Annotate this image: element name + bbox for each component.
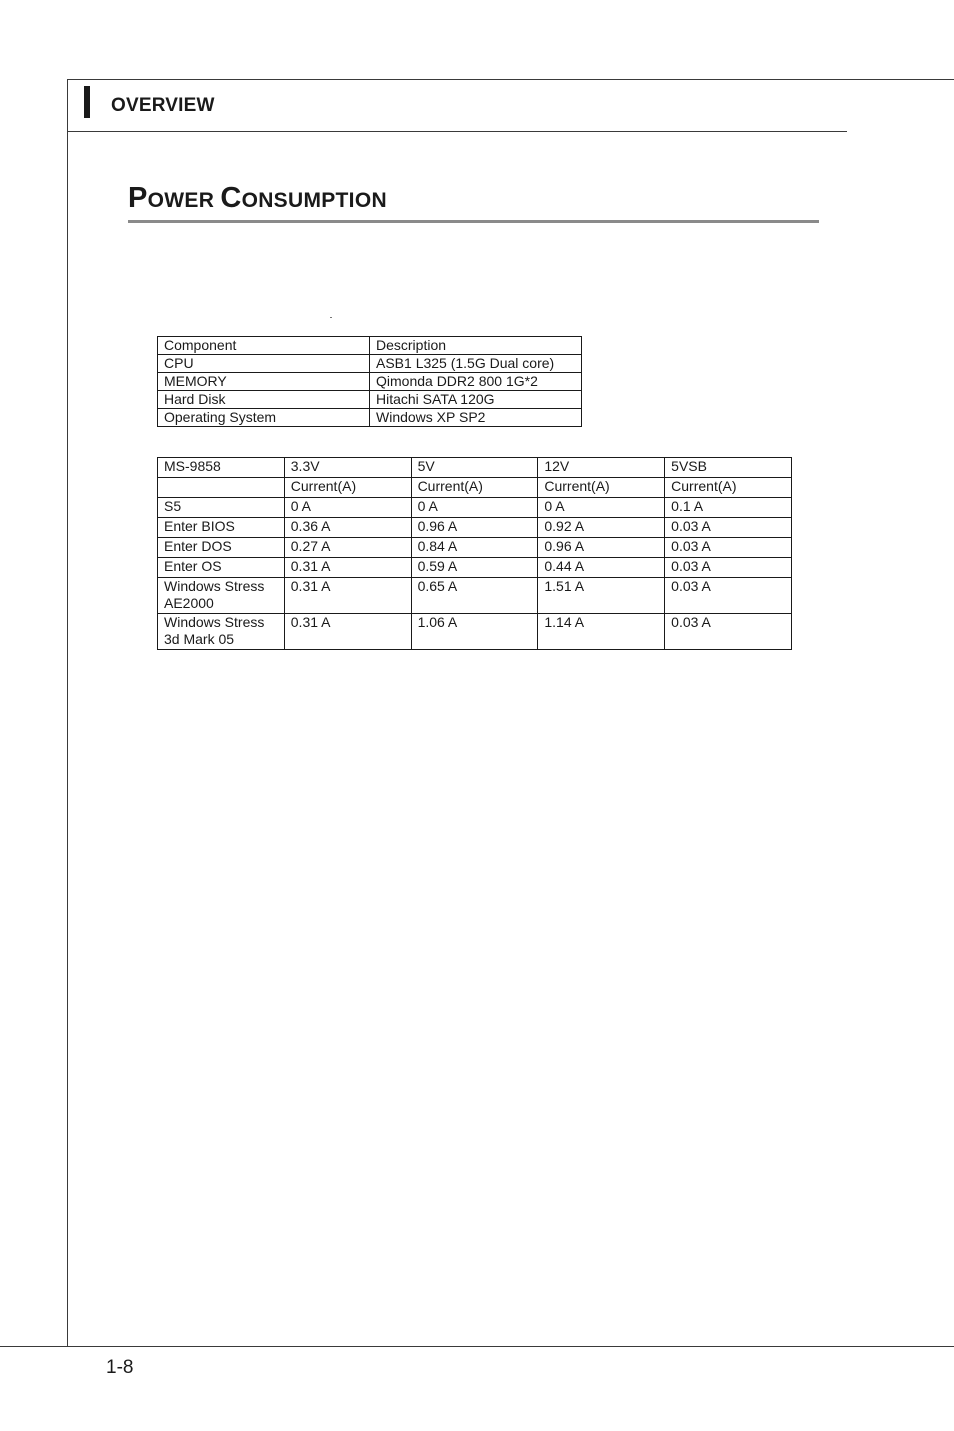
table-cell: 0 A bbox=[284, 498, 411, 518]
table-cell: 0.03 A bbox=[665, 518, 792, 538]
table-cell: Windows XP SP2 bbox=[370, 409, 582, 427]
header-rule bbox=[67, 131, 847, 132]
table-cell: 1.06 A bbox=[411, 614, 538, 650]
table-cell: S5 bbox=[158, 498, 285, 518]
table-cell: ASB1 L325 (1.5G Dual core) bbox=[370, 355, 582, 373]
table-cell: 0.84 A bbox=[411, 538, 538, 558]
component-row bbox=[158, 355, 582, 373]
table-cell: 0.44 A bbox=[538, 558, 665, 578]
table-cell: 5VSB bbox=[665, 458, 792, 478]
table-cell: Current(A) bbox=[538, 478, 665, 498]
table-cell: MS-9858 bbox=[158, 458, 285, 478]
table-cell: Enter DOS bbox=[158, 538, 285, 558]
stray-mark bbox=[330, 317, 332, 318]
table-cell bbox=[158, 478, 285, 498]
top-rule bbox=[67, 79, 954, 80]
table-cell: Hard Disk bbox=[158, 391, 370, 409]
section-marker-bar bbox=[84, 86, 90, 118]
table-cell: 0.31 A bbox=[284, 558, 411, 578]
consumption-row bbox=[158, 498, 792, 518]
table-cell: 0.27 A bbox=[284, 538, 411, 558]
table-cell: 0.1 A bbox=[665, 498, 792, 518]
power-consumption-table bbox=[157, 457, 792, 650]
components-table bbox=[157, 336, 582, 427]
table-cell: 5V bbox=[411, 458, 538, 478]
table-cell: Component bbox=[158, 337, 370, 355]
page-number: 1-8 bbox=[106, 1357, 134, 1378]
table-cell: 0.59 A bbox=[411, 558, 538, 578]
table-cell: 0 A bbox=[411, 498, 538, 518]
table-cell: Windows Stress 3d Mark 05 bbox=[158, 614, 285, 650]
table-cell: 0 A bbox=[538, 498, 665, 518]
table-cell: 0.31 A bbox=[284, 578, 411, 614]
table-cell: 1.14 A bbox=[538, 614, 665, 650]
table-cell: Qimonda DDR2 800 1G*2 bbox=[370, 373, 582, 391]
table-cell: 0.03 A bbox=[665, 578, 792, 614]
table-cell: 0.31 A bbox=[284, 614, 411, 650]
table-cell: 0.92 A bbox=[538, 518, 665, 538]
table-cell: 12V bbox=[538, 458, 665, 478]
footer-rule bbox=[0, 1346, 954, 1347]
table-cell: MEMORY bbox=[158, 373, 370, 391]
title-underline bbox=[128, 220, 819, 223]
table-cell: Windows Stress AE2000 bbox=[158, 578, 285, 614]
table-cell: Enter BIOS bbox=[158, 518, 285, 538]
table-cell: Hitachi SATA 120G bbox=[370, 391, 582, 409]
table-cell: CPU bbox=[158, 355, 370, 373]
title-rest-1: OWER bbox=[147, 189, 215, 212]
consumption-row bbox=[158, 558, 792, 578]
table-cell: Operating System bbox=[158, 409, 370, 427]
title-cap-1: P bbox=[128, 182, 148, 214]
component-row bbox=[158, 373, 582, 391]
table-cell: Current(A) bbox=[411, 478, 538, 498]
title-rest-2: ONSUMPTION bbox=[241, 189, 387, 212]
consumption-row bbox=[158, 478, 792, 498]
component-row bbox=[158, 337, 582, 355]
table-cell: 0.65 A bbox=[411, 578, 538, 614]
table-cell: 3.3V bbox=[284, 458, 411, 478]
table-cell: 0.96 A bbox=[538, 538, 665, 558]
consumption-row bbox=[158, 614, 792, 650]
component-row bbox=[158, 391, 582, 409]
page-title bbox=[128, 182, 387, 215]
table-cell: Current(A) bbox=[665, 478, 792, 498]
table-cell: Current(A) bbox=[284, 478, 411, 498]
table-cell: Enter OS bbox=[158, 558, 285, 578]
left-rule bbox=[67, 79, 68, 1346]
title-cap-2: C bbox=[220, 182, 242, 214]
section-label: OVERVIEW bbox=[111, 95, 215, 116]
consumption-row bbox=[158, 578, 792, 614]
table-cell: 0.03 A bbox=[665, 558, 792, 578]
table-cell: 1.51 A bbox=[538, 578, 665, 614]
table-cell: 0.36 A bbox=[284, 518, 411, 538]
table-cell: 0.03 A bbox=[665, 538, 792, 558]
consumption-row bbox=[158, 458, 792, 478]
table-cell: 0.03 A bbox=[665, 614, 792, 650]
table-cell: 0.96 A bbox=[411, 518, 538, 538]
consumption-row bbox=[158, 538, 792, 558]
component-row bbox=[158, 409, 582, 427]
consumption-row bbox=[158, 518, 792, 538]
table-cell: Description bbox=[370, 337, 582, 355]
